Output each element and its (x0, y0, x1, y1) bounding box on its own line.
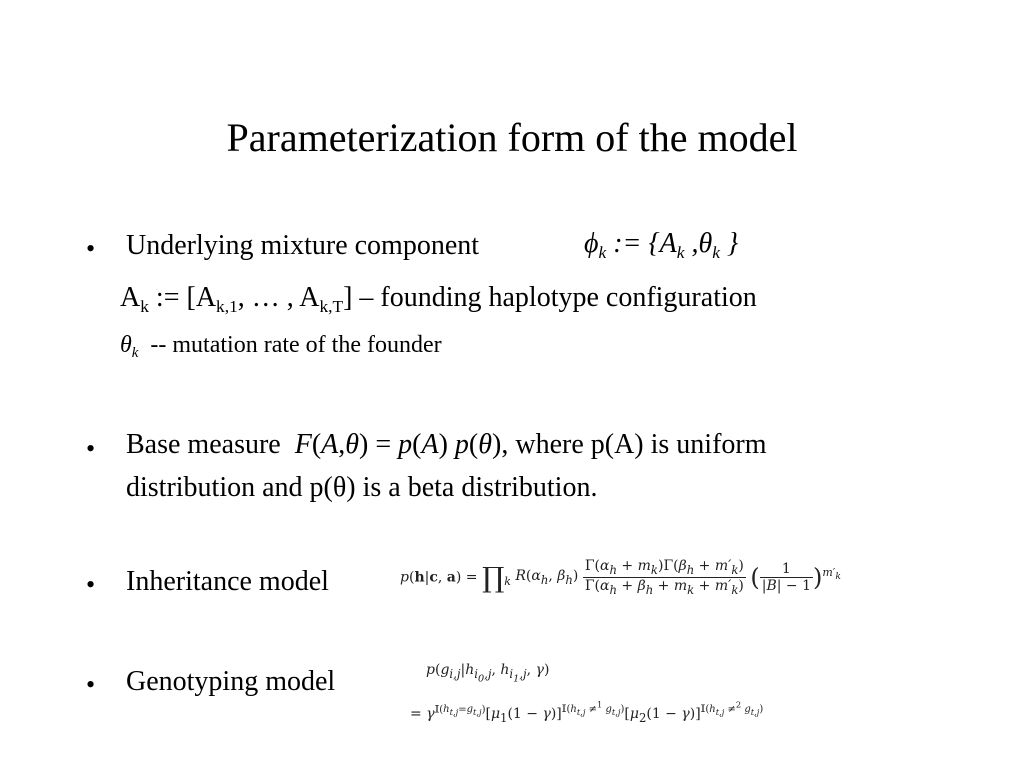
inheritance-formula: p(h|c, $a) = \prod_k$ $R(\alpha_h$, $\beta_h$) $\frac{\Gamma(\alpha_h + m_k)\Gamma(\beta_h + m'_k)}{\Gamma(\alpha_h + \beta_h + m_k + m'_k)}$ ( $\frac{1}{|B| - 1}$ )$^{m'_k}$ (400, 558, 841, 597)
ak-definition-line: $A_k$ := [$A_{k,1}$, … , $A_{k,T}$] – founding haplotype configuration (120, 282, 757, 317)
bullet-dot: • (86, 434, 96, 463)
phi-formula: $\phi_k$ := {$A_k$ $,\theta_k$ } (584, 228, 739, 263)
bullet-dot: • (86, 570, 96, 599)
theta-definition-line: $\theta_k$ -- mutation rate of the founder (120, 332, 442, 362)
slide-title: Parameterization form of the model (226, 115, 798, 160)
bullet-base-measure-line2: distribution and p(θ) is a beta distribution. (126, 472, 598, 503)
bullet-underlying-mixture: Underlying mixture component (126, 230, 480, 261)
base-measure-tail: , where p(A) is uniform (501, 429, 767, 460)
base-measure-formula: F (294, 429, 312, 460)
genotyping-formula-line1: $p(g_{i,j}|h_{i_0,j}$, $h_{i_1,j}$, γ) (426, 662, 550, 685)
bullet-genotyping-model: Genotyping model (126, 666, 336, 697)
genotyping-formula-line2: = $\gamma^{𝕀(h_{t,j}=g_{t,j})}[\mu_1(1 - \gamma)]^{𝕀(h_{t,j} \ne^1 g_{t,j})}[\mu_2(1 - \gamma)]^{𝕀(h_{t,j} \ne^2 g_{t,j})}$ (410, 700, 764, 725)
base-measure-label: Base measure (126, 429, 281, 460)
bullet-base-measure-line1: Base measure F(A,θ) = p(A) p(θ), where p(A) is uniform (126, 429, 767, 460)
bullet-inheritance-model: Inheritance model (126, 566, 329, 597)
bullet-dot: • (86, 670, 96, 699)
bullet-dot: • (86, 234, 96, 263)
